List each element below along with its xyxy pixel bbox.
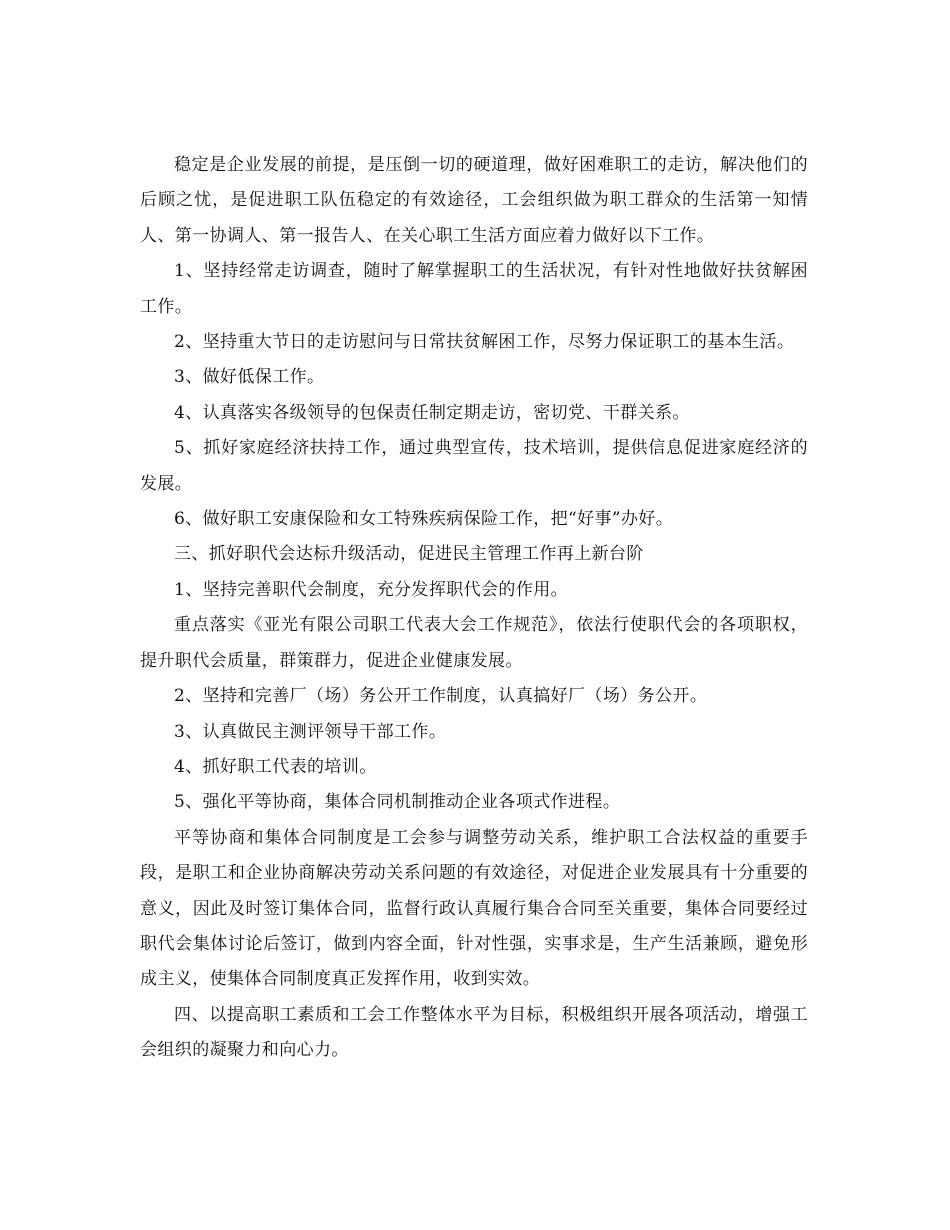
paragraph-collective-contract: 平等协商和集体合同制度是工会参与调整劳动关系，维护职工合法权益的重要手段，是职工和企业协商解决劳动关系问题的有效途径，对促进企业发展具有十分重要的意义，因此及时签订集体合同，监督行政认真履行集合合同至关重要，集体合同要经过职代会集体讨论后签订，做到内容全面，针对性强，实事求是，生产生活兼顾，避免形成主义，使集体合同制度真正发挥作用，收到实效。 bbox=[140, 827, 808, 990]
paragraph-item-5: 5、抓好家庭经济扶持工作，通过典型宣传，技术培训，提供信息促进家庭经济的发展。 bbox=[140, 438, 808, 494]
paragraph-item-4: 4、认真落实各级领导的包保责任制定期走访，密切党、干群关系。 bbox=[174, 402, 690, 423]
paragraph-item-3: 3、做好低保工作。 bbox=[174, 367, 325, 388]
paragraph-intro: 稳定是企业发展的前提，是压倒一切的硬道理，做好困难职工的走访，解决他们的后顾之忧，是促进职工队伍稳定的有效途径，工会组织做为职工群众的生活第一知情人、第一协调人、第一报告人、在关心职工生活方面应着力做好以下工作。 bbox=[140, 155, 808, 246]
paragraph-section3-detail: 重点落实《亚光有限公司职工代表大会工作规范》，依法行使职代会的各项职权，提升职代会质量，群策群力，促进企业健康发展。 bbox=[140, 615, 808, 671]
paragraph-item-2: 2、坚持重大节日的走访慰问与日常扶贫解困工作，尽努力保证职工的基本生活。 bbox=[174, 332, 795, 353]
paragraph-section3-item-1: 1、坚持完善职代会制度，充分发挥职代会的作用。 bbox=[174, 579, 569, 600]
section-heading-4: 四、以提高职工素质和工会工作整体水平为目标，积极组织开展各项活动，增强工会组织的凝聚力和向心力。 bbox=[140, 1004, 808, 1061]
section-heading-3: 三、抓好职代会达标升级活动，促进民主管理工作再上新台阶 bbox=[174, 544, 644, 565]
paragraph-item-6: 6、做好职工安康保险和女工特殊疾病保险工作，把“好事”办好。 bbox=[174, 509, 674, 530]
paragraph-section3-item-5: 5、强化平等协商，集体合同机制推动企业各项式作进程。 bbox=[174, 792, 621, 813]
paragraph-item-1: 1、坚持经常走访调查，随时了解掌握职工的生活状况，有针对性地做好扶贫解困工作。 bbox=[140, 261, 808, 317]
document-body bbox=[140, 148, 808, 1069]
paragraph-section3-item-2: 2、坚持和完善厂（场）务公开工作制度，认真搞好厂（场）务公开。 bbox=[174, 686, 708, 707]
paragraph-section3-item-4: 4、抓好职工代表的培训。 bbox=[174, 756, 377, 777]
paragraph-section3-item-3: 3、认真做民主测评领导干部工作。 bbox=[174, 721, 447, 742]
